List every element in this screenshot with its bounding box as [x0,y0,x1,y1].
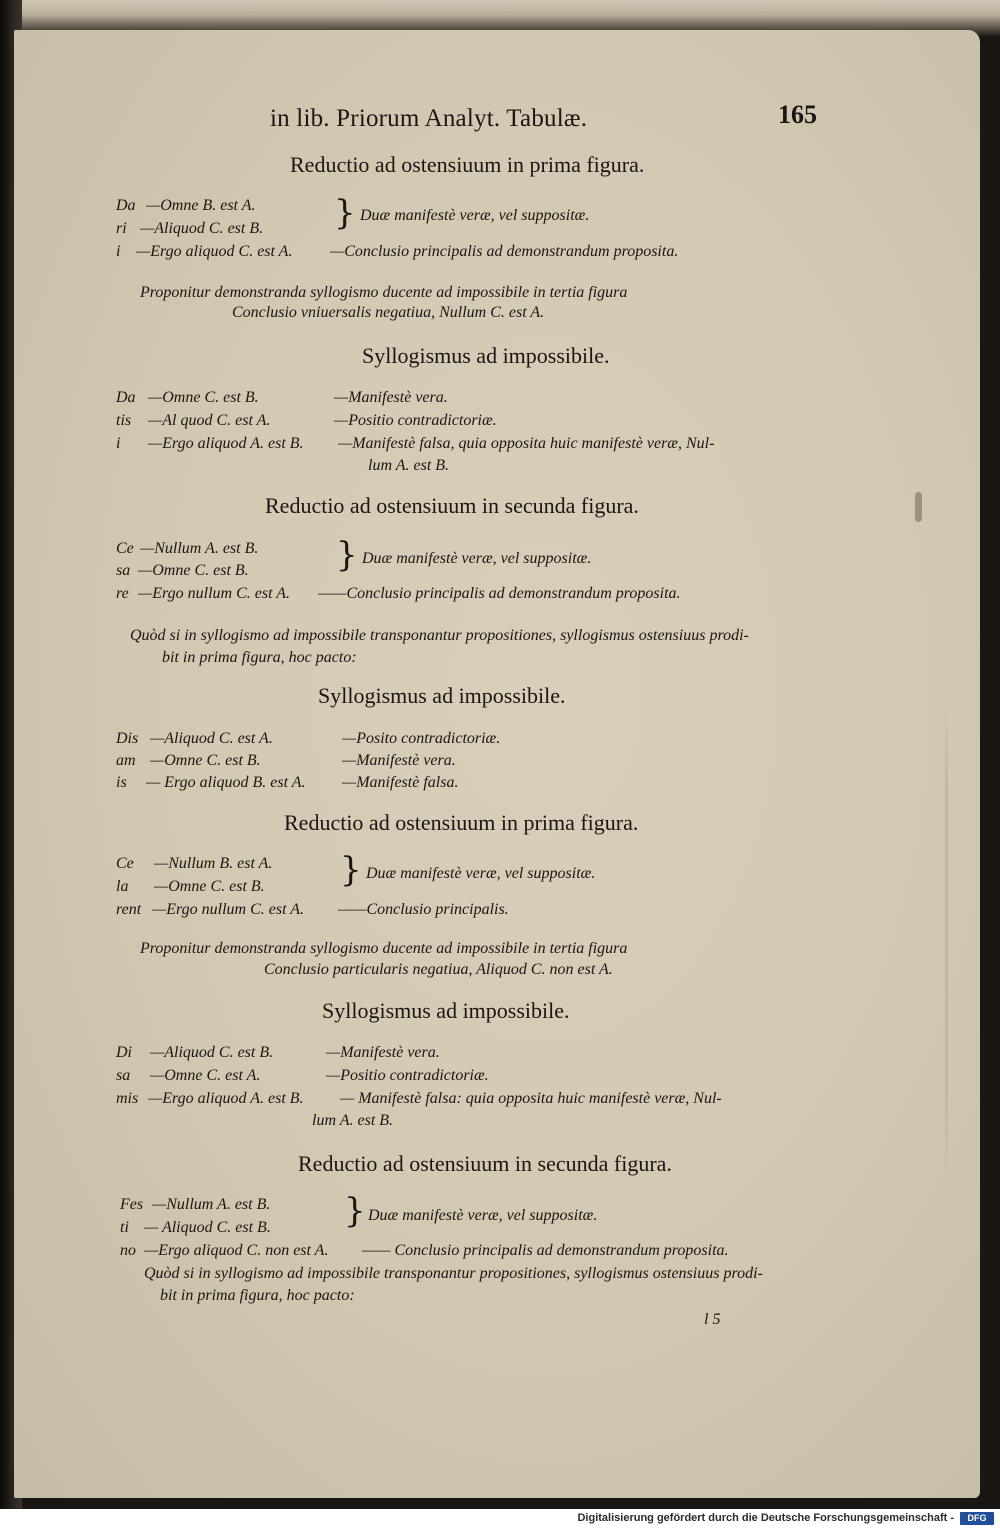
conclusion: —Ergo nullum C. est A. [152,901,305,918]
syllogism-mark: ri [116,220,127,237]
footer-credit: Digitalisierung gefördert durch die Deutsche Forschungsgemeinschaft - [577,1512,954,1524]
syllogism-mark: tis [116,412,132,429]
premise: —Aliquod C. est A. [150,730,273,747]
syllogism-mark: Dis [116,730,139,747]
proposition-line: bit in prima figura, hoc pacto: [160,1287,355,1304]
running-head: in lib. Priorum Analyt. Tabulæ. [270,105,588,132]
syllogism-mark: Fes [120,1196,144,1213]
premise: —Al quod C. est A. [148,412,271,429]
brace-note: Duæ manifestè veræ, vel suppositæ. [362,550,592,567]
proposition-line: Conclusio particularis negatiua, Aliquod C. non est A. [264,961,613,978]
brace: } [344,1191,366,1231]
conclusion-note: —Manifestè falsa. [342,774,459,791]
syllogism-mark: i [116,243,121,260]
premise-note: —Positio contradictoriæ. [326,1067,489,1084]
proposition-line: Quòd si in syllogismo ad impossibile transponantur propositiones, syllogismus ostensiuus prodi- [130,627,749,644]
brace-note: Duæ manifestè veræ, vel suppositæ. [360,207,590,224]
premise: —Omne C. est B. [150,752,261,769]
section-heading: Syllogismus ad impossibile. [362,343,610,368]
brace: } [340,850,362,890]
proposition-line: bit in prima figura, hoc pacto: [162,649,357,666]
syllogism-mark: am [116,752,136,769]
section-heading: Syllogismus ad impossibile. [318,683,566,708]
syllogism-mark: la [116,878,129,895]
syllogism-mark: ti [120,1219,129,1236]
premise: —Omne C. est B. [148,389,259,406]
proposition-line: Quòd si in syllogismo ad impossibile transponantur propositiones, syllogismus ostensiuus prodi- [144,1265,763,1282]
conclusion-note-continued: lum A. est B. [368,457,450,474]
premise: —Nullum A. est B. [152,1196,271,1213]
conclusion: — Ergo aliquod B. est A. [146,774,306,791]
syllogism-mark: i [116,435,121,452]
section-heading: Reductio ad ostensiuum in prima figura. [290,152,645,177]
conclusion-note: —Manifestè falsa, quia opposita huic manifestè veræ, Nul- [338,435,715,452]
conclusion: —Ergo aliquod A. est B. [148,435,304,452]
conclusion-note: —— Conclusio principalis ad demonstrandum proposita. [362,1242,729,1259]
syllogism-mark: is [116,774,127,791]
syllogism-mark: Da [116,389,136,406]
premise: —Omne C. est B. [138,562,249,579]
premise-note: —Manifestè vera. [326,1044,440,1061]
paper-stain [915,492,922,522]
brace: } [336,535,358,575]
premise: —Omne C. est B. [154,878,265,895]
syllogism-mark: mis [116,1090,139,1107]
premise-note: —Manifestè vera. [334,389,448,406]
conclusion-note: — Manifestè falsa: quia opposita huic manifestè veræ, Nul- [340,1090,722,1107]
conclusion: —Ergo aliquod C. non est A. [144,1242,329,1259]
premise: —Omne C. est A. [150,1067,261,1084]
conclusion-note: —Conclusio principalis ad demonstrandum proposita. [330,243,679,260]
conclusion-note-continued: lum A. est B. [312,1112,394,1129]
premise-note: —Posito contradictoriæ. [342,730,501,747]
proposition-line: Proponitur demonstranda syllogismo ducente ad impossibile in tertia figura [140,284,628,301]
conclusion: —Ergo nullum C. est A. [138,585,291,602]
digitization-footer [0,1509,1000,1529]
conclusion-note: ——Conclusio principalis. [338,901,509,918]
signature-mark: l 5 [704,1311,721,1328]
paper-fold [945,700,948,1180]
section-heading: Reductio ad ostensiuum in prima figura. [284,810,639,835]
premise: —Aliquod C. est B. [150,1044,274,1061]
premise: —Nullum B. est A. [154,855,273,872]
conclusion: —Ergo aliquod C. est A. [136,243,293,260]
brace-note: Duæ manifestè veræ, vel suppositæ. [366,865,596,882]
syllogism-mark: Ce [116,855,134,872]
syllogism-mark: re [116,585,129,602]
syllogism-mark: sa [116,1067,131,1084]
premise: — Aliquod C. est B. [144,1219,271,1236]
premise-note: —Manifestè vera. [342,752,456,769]
brace: } [334,193,356,233]
syllogism-mark: Ce [116,540,134,557]
syllogism-mark: Di [116,1044,132,1061]
syllogism-mark: no [120,1242,136,1259]
section-heading: Reductio ad ostensiuum in secunda figura. [265,493,639,518]
brace-note: Duæ manifestè veræ, vel suppositæ. [368,1207,598,1224]
page-number: 165 [778,100,817,129]
conclusion-note: ——Conclusio principalis ad demonstrandum proposita. [318,585,681,602]
premise: —Aliquod C. est B. [140,220,264,237]
premise-note: —Positio contradictoriæ. [334,412,497,429]
syllogism-mark: sa [116,562,131,579]
proposition-line: Conclusio vniuersalis negatiua, Nullum C. est A. [232,304,545,321]
dfg-logo: DFG [960,1512,994,1525]
proposition-line: Proponitur demonstranda syllogismo ducente ad impossibile in tertia figura [140,940,628,957]
premise: —Nullum A. est B. [140,540,259,557]
section-heading: Syllogismus ad impossibile. [322,998,570,1023]
syllogism-mark: Da [116,197,136,214]
premise: —Omne B. est A. [146,197,256,214]
conclusion: —Ergo aliquod A. est B. [148,1090,304,1107]
section-heading: Reductio ad ostensiuum in secunda figura. [298,1151,672,1176]
syllogism-mark: rent [116,901,142,918]
